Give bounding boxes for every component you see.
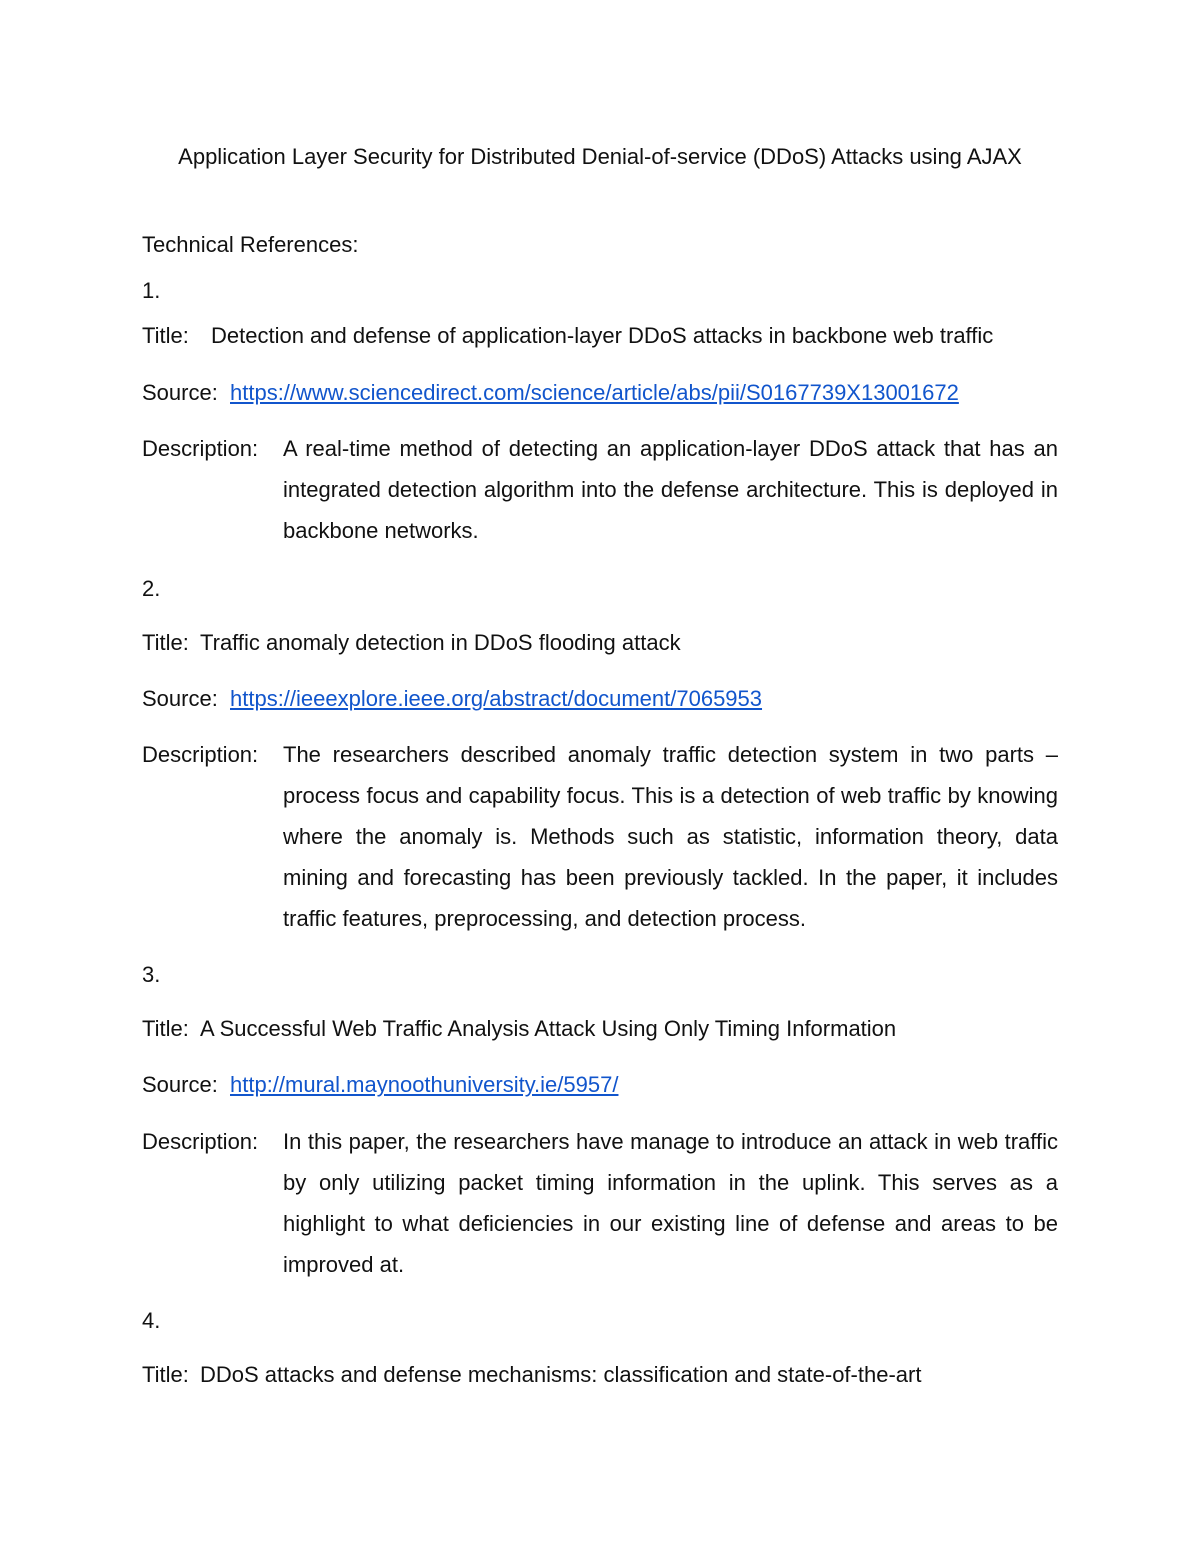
document-title: Application Layer Security for Distributed Denial-of-service (DDoS) Attacks using AJAX <box>178 144 1022 169</box>
reference-3-title: A Successful Web Traffic Analysis Attack Using Only Timing Information <box>200 1016 897 1041</box>
reference-number-2: 2. <box>142 576 161 601</box>
reference-1-title-label: Title: <box>142 323 189 348</box>
reference-2-source-link[interactable]: https://ieeexplore.ieee.org/abstract/document/7065953 <box>230 686 763 711</box>
section-heading: Technical References: <box>142 232 359 257</box>
reference-3-source-label: Source: <box>142 1072 218 1097</box>
reference-2-title-label: Title: <box>142 630 189 655</box>
reference-number-3: 3. <box>142 962 161 987</box>
reference-number-4: 4. <box>142 1308 161 1333</box>
reference-3-title-label: Title: <box>142 1016 189 1041</box>
reference-1-source-link[interactable]: https://www.sciencedirect.com/science/article/abs/pii/S0167739X13001672 <box>230 380 959 405</box>
reference-number-1: 1. <box>142 278 161 303</box>
reference-4-title-label: Title: <box>142 1362 189 1387</box>
reference-1-description-label: Description: <box>142 436 259 461</box>
reference-3-description: In this paper, the researchers have manage to introduce an attack in web traffic by only utilizing packet timing information in the uplink. This serves as a highlight to what deficiencies in our existing line of defense and areas to be improved at. <box>283 1129 1058 1277</box>
reference-2-title: Traffic anomaly detection in DDoS flooding attack <box>200 630 681 655</box>
reference-1-description: A real-time method of detecting an application-layer DDoS attack that has an integrated detection algorithm into the defense architecture. This is deployed in backbone networks. <box>283 436 1058 543</box>
reference-4-title: DDoS attacks and defense mechanisms: classification and state-of-the-art <box>200 1362 922 1387</box>
reference-1-title: Detection and defense of application-layer DDoS attacks in backbone web traffic <box>211 323 994 348</box>
reference-3-source-link[interactable]: http://mural.maynoothuniversity.ie/5957/ <box>230 1072 619 1097</box>
reference-2-description: The researchers described anomaly traffic detection system in two parts – process focus and capability focus. This is a detection of web traffic by knowing where the anomaly is. Methods such as statistic, information theory, data mining and forecasting has been previously tackled. In the paper, it includes traffic features, preprocessing, and detection process. <box>283 742 1058 931</box>
reference-3-description-label: Description: <box>142 1129 259 1154</box>
reference-1-source-label: Source: <box>142 380 218 405</box>
reference-2-description-label: Description: <box>142 742 259 767</box>
reference-2-source-label: Source: <box>142 686 218 711</box>
